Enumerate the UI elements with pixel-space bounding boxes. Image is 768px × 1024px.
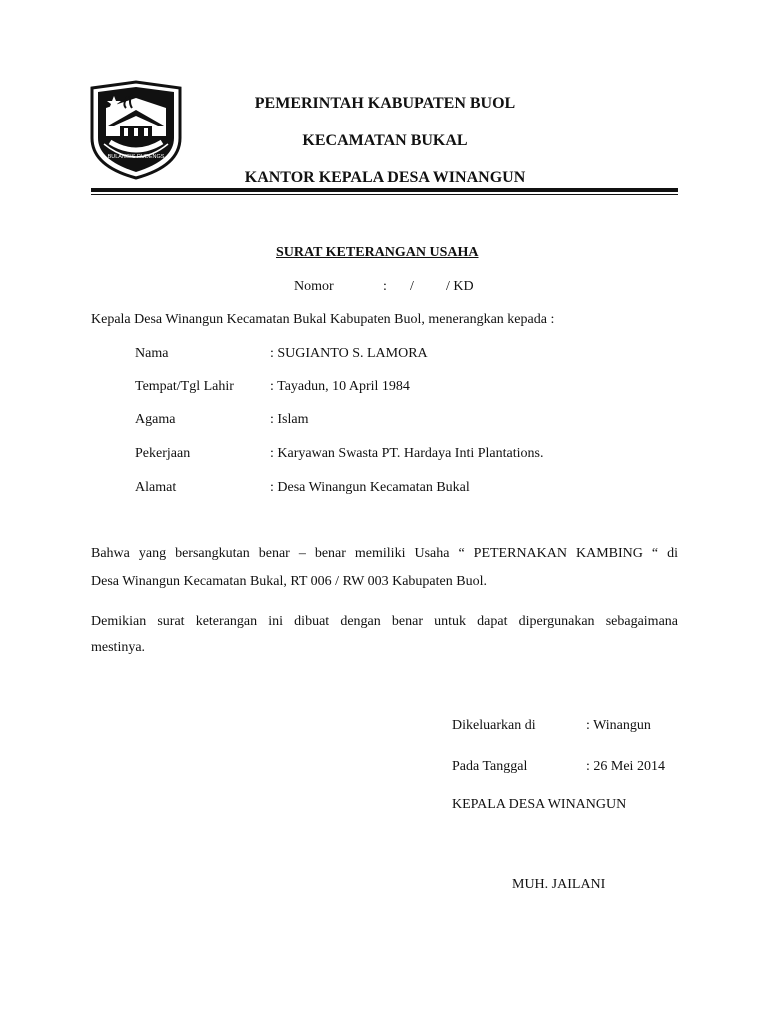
signatory-name: MUH. JAILANI xyxy=(512,877,606,892)
closing-statement-line2: mestinya. xyxy=(91,640,146,655)
address-label: Alamat xyxy=(135,480,177,495)
regency-emblem-logo xyxy=(88,78,184,180)
nomor-slash: / xyxy=(410,279,414,294)
name-value: : SUGIANTO S. LAMORA xyxy=(270,346,428,361)
issued-place-value: : Winangun xyxy=(586,718,651,733)
letterhead-rule-thick xyxy=(91,188,678,192)
nomor-label: Nomor xyxy=(294,279,334,294)
intro-text: Kepala Desa Winangun Kecamatan Bukal Kabupaten Buol, menerangkan kepada : xyxy=(91,312,555,327)
business-statement-line2: Desa Winangun Kecamatan Bukal, RT 006 / RW 003 Kabupaten Buol. xyxy=(91,574,487,589)
religion-value: : Islam xyxy=(270,412,309,427)
name-label: Nama xyxy=(135,346,169,361)
village-office-title: KANTOR KEPALA DESA WINANGUN xyxy=(244,169,526,186)
nomor-suffix: / KD xyxy=(446,279,474,294)
nomor-colon: : xyxy=(383,279,387,294)
birth-value: : Tayadun, 10 April 1984 xyxy=(270,379,410,394)
address-value: : Desa Winangun Kecamatan Bukal xyxy=(270,480,470,495)
birth-label: Tempat/Tgl Lahir xyxy=(135,379,234,394)
document-title: SURAT KETERANGAN USAHA xyxy=(276,245,479,260)
signatory-position: KEPALA DESA WINANGUN xyxy=(452,797,627,812)
emblem-motto: BULANGIS RUDENGS xyxy=(107,154,165,160)
religion-label: Agama xyxy=(135,412,176,427)
district-title: KECAMATAN BUKAL xyxy=(302,132,468,149)
occupation-label: Pekerjaan xyxy=(135,446,191,461)
business-statement-line1: Bahwa yang bersangkutan benar – benar memiliki Usaha “ PETERNAKAN KAMBING “ di xyxy=(91,546,678,561)
letterhead-rule-thin xyxy=(91,194,678,195)
issued-place-label: Dikeluarkan di xyxy=(452,718,536,733)
issued-date-label: Pada Tanggal xyxy=(452,759,528,774)
closing-statement-line1: Demikian surat keterangan ini dibuat dengan benar untuk dapat dipergunakan sebagaimana xyxy=(91,614,678,629)
occupation-value: : Karyawan Swasta PT. Hardaya Inti Plantations. xyxy=(270,446,544,461)
issued-date-value: : 26 Mei 2014 xyxy=(586,759,665,774)
government-title: PEMERINTAH KABUPATEN BUOL xyxy=(254,95,516,112)
